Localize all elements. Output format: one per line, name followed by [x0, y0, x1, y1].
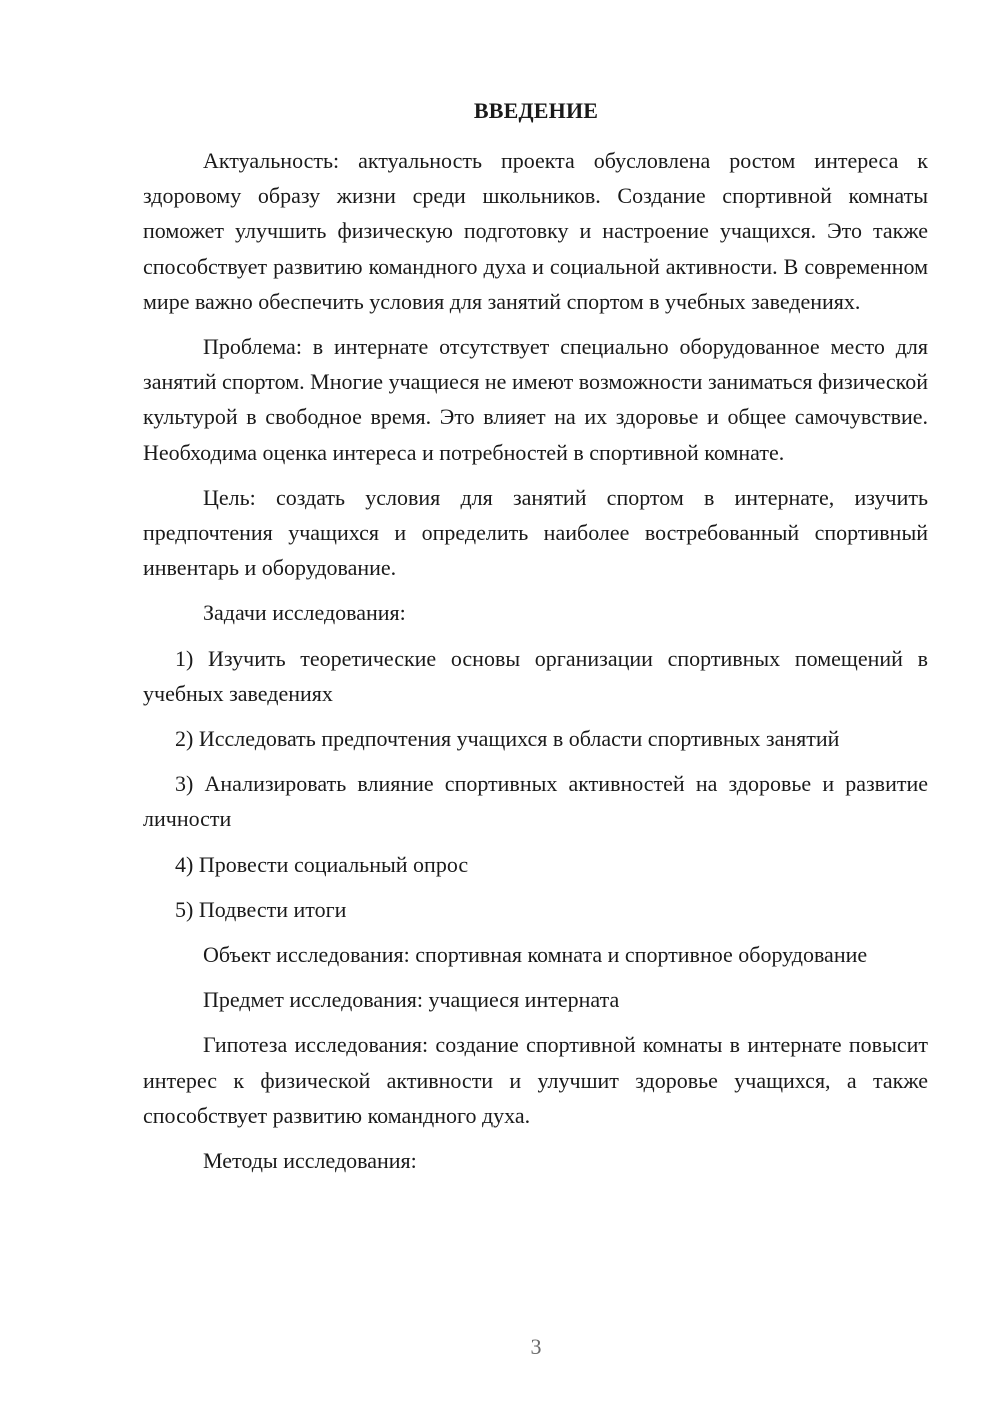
paragraph-relevance: Актуальность: актуальность проекта обусловлена ростом интереса к здоровому образу жизни среди школьников. Создание спортивной комнаты поможет улучшить физическую подготовку и настроение учащихся. Это также способствует развитию командного духа и социальной активности. В современном мире важно обеспечить условия для занятий спортом в учебных заведениях. [143, 148, 928, 314]
paragraph-tasks-heading: Задачи исследования: [203, 600, 406, 626]
paragraph-hypothesis: Гипотеза исследования: создание спортивной комнаты в интернате повысит интерес к физической активности и улучшит здоровье учащихся, а также способствует развитию командного духа. [143, 1032, 928, 1128]
paragraph-methods: Методы исследования: [203, 1148, 417, 1174]
task-item-4: 4) Провести социальный опрос [175, 851, 469, 877]
task-item-5: 5) Подвести итоги [175, 896, 347, 922]
paragraph-object: Объект исследования: спортивная комната и спортивное оборудование [203, 942, 868, 968]
page-title: ВВЕДЕНИЕ [473, 98, 599, 123]
task-item-2: 2) Исследовать предпочтения учащихся в области спортивных занятий [175, 726, 840, 752]
paragraph-goal: Цель: создать условия для занятий спортом в интернате, изучить предпочтения учащихся и определить наиболее востребованный спортивный инвентарь и оборудование. [143, 484, 928, 581]
page-number: 3 [530, 1334, 542, 1359]
task-item-1: 1) Изучить теоретические основы организации спортивных помещений в учебных заведениях [143, 645, 928, 706]
document-body [143, 143, 928, 1188]
task-item-3: 3) Анализировать влияние спортивных активностей на здоровье и развитие личности [143, 771, 928, 832]
paragraph-problem: Проблема: в интернате отсутствует специально оборудованное место для занятий спортом. Многие учащиеся не имеют возможности заниматься физической культурой в свободное время. Это влияет на их здоровье и общее самочувствие. Необходима оценка интереса и потребностей в спортивной комнате. [143, 334, 928, 465]
paragraph-subject: Предмет исследования: учащиеся интерната [203, 987, 620, 1013]
